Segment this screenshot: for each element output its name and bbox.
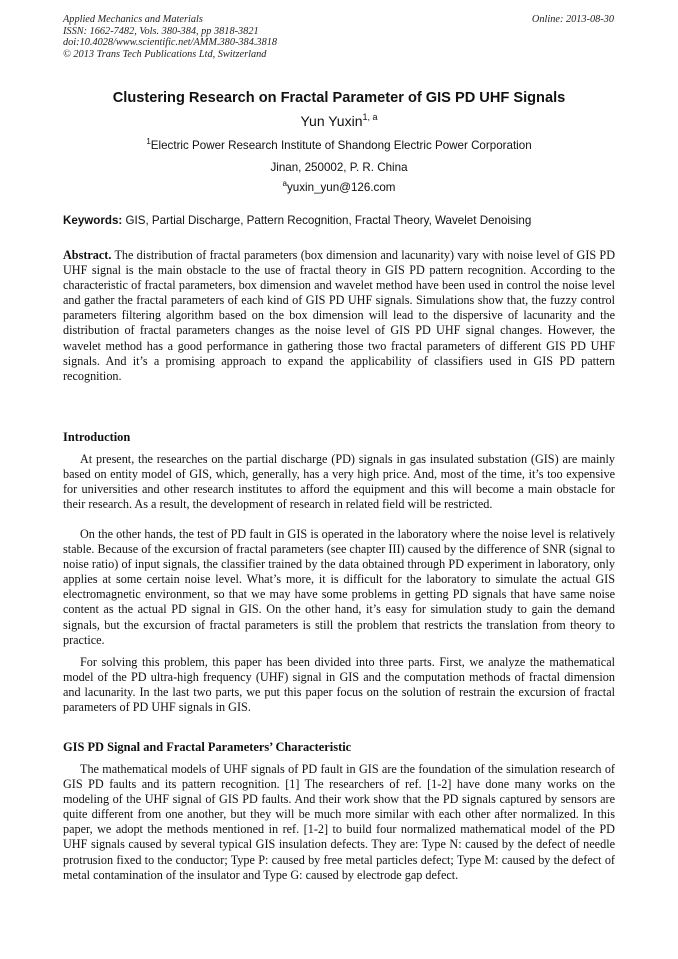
affiliation-superscript: 1: [146, 137, 151, 146]
journal-name: Applied Mechanics and Materials: [63, 14, 203, 25]
journal-doi: doi:10.4028/www.scientific.net/AMM.380-384.3818: [63, 37, 278, 49]
affiliation-city: Jinan, 250002, P. R. China: [270, 161, 408, 174]
journal-header: [63, 14, 277, 60]
section-heading-introduction: Introduction: [63, 430, 131, 444]
gis-paragraph-1: [63, 762, 615, 883]
online-date: Online: 2013-08-30: [531, 14, 614, 25]
paper-title: Clustering Research on Fractal Parameter of GIS PD UHF Signals: [112, 90, 566, 106]
author-line: [0, 113, 678, 129]
abstract-text: The distribution of fractal parameters (box dimension and lacunarity) vary with noise level of GIS PD UHF signal is the main obstacle to the use of fractal theory in GIS PD pattern recognition. According to the characteristic of fractal parameters, box dimension and wavelet method have been used in control the noise level and gather the fractal parameters of each kind of GIS PD UHF signals. Simulations show that, the fuzzy control parameters filtering algorithm based on the box dimension will lead to the dispersive of lacunarity and the distribution of fractal parameters changes as the noise level of GIS PD UHF signal changes. However, the wavelet method has a good performance in gathering those two fractal parameters of different GIS PD UHF signals. And it’s a promising approach to expand the applicability of classifiers used in GIS PD pattern recognition.: [63, 248, 616, 383]
intro-paragraph-1: [63, 452, 615, 512]
keywords-line: [63, 214, 615, 227]
intro-paragraph-2: [63, 527, 615, 648]
author-name: Yun Yuxin: [300, 113, 363, 129]
affiliation-institute: Electric Power Research Institute of Shandong Electric Power Corporation: [150, 139, 532, 152]
author-superscript: 1, a: [362, 112, 378, 122]
intro-paragraph-1-text: At present, the researches on the partial discharge (PD) signals in gas insulated substation (GIS) are mainly based on entity model of GIS, which, generally, has a very high price. And, most of the time, it’s too expensive for universities and other research institutes to afford the equipment and this will become a main obstacle for their research. As a result, the development of research in related field will be restricted.: [63, 452, 615, 512]
affiliation-email-line: [0, 181, 678, 194]
abstract-label: Abstract.: [63, 248, 112, 262]
intro-paragraph-3: [63, 655, 615, 715]
journal-issn: ISSN: 1662-7482, Vols. 380-384, pp 3818-3821: [63, 25, 259, 37]
journal-copyright: © 2013 Trans Tech Publications Ltd, Switzerland: [63, 48, 267, 60]
intro-paragraph-2-text: On the other hands, the test of PD fault in GIS is operated in the laboratory where the noise level is relatively stable. Because of the excursion of fractal parameters (see chapter III) caused by the difference of SNR (signal to noise ratio) of input signals, the classifier trained by the data obtained through PD experiment in laboratory, only applies at some certain noise level. What’s more, it is difficult for the laboratory to simulate the actual GIS electromagnetic environment, so that we may have some problems in getting PD signals that have same noise content as the actual PD signal in GIS. On the other hand, it’s easy for simulation study to gain the demand signals, but the excursion of fractal parameters is still the problem that restricts the translation from theory to practice.: [63, 527, 615, 647]
gis-paragraph-1-text: The mathematical models of UHF signals of PD fault in GIS are the foundation of the simulation research of GIS PD faults and its pattern recognition. [1] The researchers of ref. [1-2] have done many works on the modeling of the UHF signal of GIS PD faults. And their work show that the PD signals captured by sensors are quite different from one another, but they will be much more similar with each other after normalized. In this paper, we adopt the methods mentioned in ref. [1-2] to build four normalized mathematical model of the PD UHF signals caused by several typical GIS insulation defects. They are: Type N: caused by the defect of needle protrusion fixed to the conductor; Type P: caused by free metal particles defect; Type M: caused by the defect of metal contamination of the insulator and Type G: caused by electrode gap defect.: [63, 762, 615, 882]
section-heading-gis-pd-signal: GIS PD Signal and Fractal Parameters’ Characteristic: [63, 740, 352, 754]
intro-paragraph-3-text: For solving this problem, this paper has been divided into three parts. First, we analyze the mathematical model of the PD ultra-high frequency (UHF) signal in GIS and the computation methods of fractal dimension and lacunarity. In the last two parts, we put this paper focus on the solution of restrain the excursion of fractal parameters of PD UHF signals in GIS.: [63, 655, 615, 715]
email-superscript: a: [282, 179, 287, 188]
keywords-label: Keywords:: [63, 214, 123, 227]
keywords-text: GIS, Partial Discharge, Pattern Recognition, Fractal Theory, Wavelet Denoising: [125, 214, 532, 227]
affiliation-institute-line: [0, 139, 678, 152]
affiliation-email: yuxin_yun@126.com: [287, 181, 396, 194]
abstract-paragraph: [63, 248, 615, 384]
